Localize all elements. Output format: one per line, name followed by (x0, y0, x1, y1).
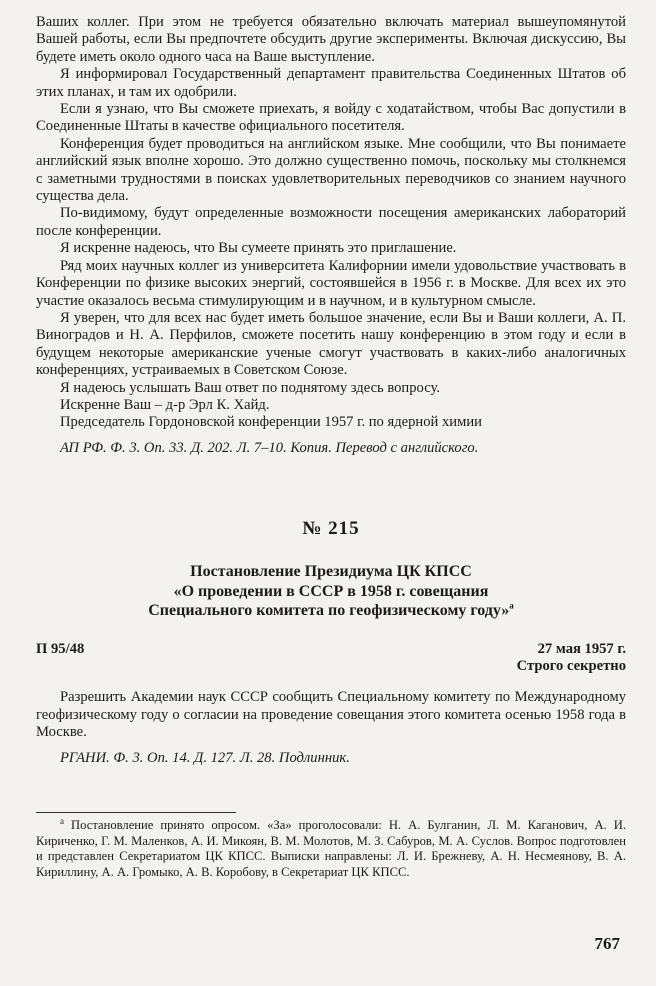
document-date: 27 мая 1957 г. (537, 640, 626, 657)
letter-paragraph: Я искренне надеюсь, что Вы сумеете принять это приглашение. (60, 240, 457, 257)
resolution-body: Разрешить Академии наук СССР сообщить Специальному комитету по Международному геофизическому году о согласии на проведение совещания этого комитета осенью 1958 года в Москве. (36, 689, 626, 741)
letter-paragraph: Если я узнаю, что Вы сможете приехать, я войду с ходатайством, чтобы Вас допустили в Соединенные Штаты в качестве официального посетителя. (36, 101, 626, 135)
letter-source: АП РФ. Ф. 3. Оп. 33. Д. 202. Л. 7–10. Копия. Перевод с английского. (60, 439, 479, 456)
letter-paragraph: Конференция будет проводиться на английском языке. Мне сообщили, что Вы понимаете английский язык вполне хорошо. Это должно существенно помочь, поскольку мы столкнемся с заметными трудностями в поисках удовлетворительных переводчиков со знанием научного существа дела. (36, 135, 626, 205)
letter-continuation (36, 14, 626, 457)
document-title-line: Постановление Президиума ЦК КПСС (190, 563, 472, 580)
letter-paragraph: Ваших коллег. При этом не требуется обязательно включать материал вышеупомянутой Вашей работы, если Вы предпочтете обсудить другие эксперименты. Включая дискуссию, Вы будете иметь около одного часа на Ваше выступление. (36, 14, 626, 65)
signature-title: Председатель Гордоновской конференции 1957 г. по ядерной химии (60, 414, 482, 431)
document-title-line: «О проведении в СССР в 1958 г. совещания (173, 582, 489, 600)
title-text: Специального комитета по геофизическому году» (148, 602, 510, 619)
footnote (36, 815, 626, 880)
page-number: 767 (594, 934, 620, 953)
classification: Строго секретно (516, 657, 626, 674)
protocol-number: П 95/48 (36, 640, 85, 657)
letter-paragraph: Я надеюсь услышать Ваш ответ по поднятому здесь вопросу. (60, 379, 440, 396)
footnote-mark: а (60, 815, 64, 826)
letter-paragraph: Я информировал Государственный департамент правительства Соединенных Штатов об этих планах, и там их одобрили. (36, 66, 626, 100)
letter-paragraph: По-видимому, будут определенные возможности посещения американских лабораторий после конференции. (36, 205, 626, 239)
letter-paragraph: Ряд моих научных коллег из университета Калифорнии имели удовольствие участвовать в Конференции по физике высоких энергий, состоявшейся в 1956 г. в Москве. Для всех их это участие оказалось весьма стимулирующим и в научном, и в культурном смысле. (36, 257, 626, 309)
document-number: № 215 (302, 518, 360, 539)
document-source: РГАНИ. Ф. 3. Оп. 14. Д. 127. Л. 28. Подлинник. (60, 749, 350, 766)
letter-paragraph: Я уверен, что для всех нас будет иметь большое значение, если Вы и Ваши коллеги, А. П. Виноградов и Н. А. Перфилов, сможете посетить нашу конференцию в этом году и если в будущем некоторые американские ученые смогут участвовать в каких-либо аналогичных конференциях, устраиваемых в Советском Союзе. (36, 309, 626, 379)
document-meta (36, 641, 626, 676)
title-footnote-mark: а (509, 600, 514, 611)
date-classification (517, 641, 626, 676)
footnote-block (36, 815, 626, 880)
document-title-line (36, 601, 626, 621)
footnote-text: Постановление принято опросом. «За» проголосовали: Н. А. Булганин, Л. М. Каганович, А. И. Кириченко, Г. М. Маленков, А. И. Микоян, В. М. Молотов, М. З. Сабуров, М. А. Суслов. Вопрос подготовлен и представлен Секретариатом ЦК КПСС. Выписки направлены: Л. И. Брежневу, А. Н. Несмеянову, В. А. Кириллину, А. А. Громыко, А. В. Коробову, в Секретариат ЦК КПСС. (36, 818, 626, 879)
footnote-divider (36, 812, 236, 813)
letter-closing: Искренне Ваш – д-р Эрл К. Хайд. (60, 396, 270, 413)
document-215 (36, 518, 626, 767)
